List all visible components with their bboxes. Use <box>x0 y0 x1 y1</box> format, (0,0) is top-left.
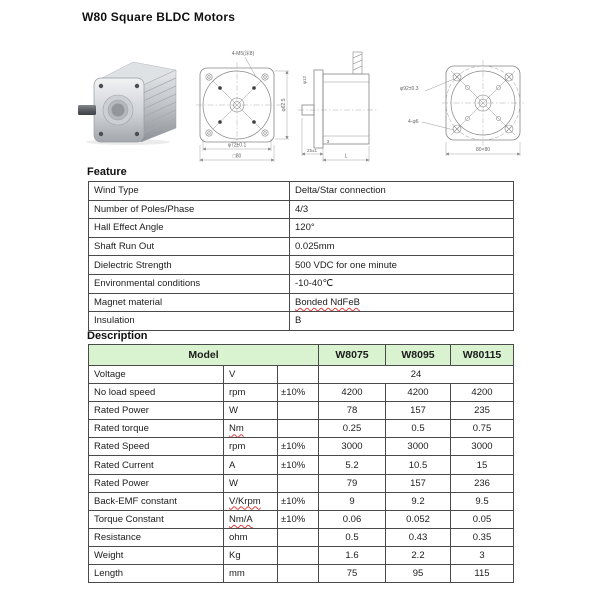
spec-value: 157 <box>386 402 451 420</box>
spec-value: 235 <box>451 402 514 420</box>
feature-heading: Feature <box>87 166 127 178</box>
spec-row <box>89 402 514 420</box>
side-dim-flange: 25±1 <box>307 148 317 153</box>
front-dim-square: □80 <box>232 153 242 160</box>
side-wires <box>353 52 362 74</box>
spec-value: 15 <box>451 456 514 474</box>
spec-tolerance <box>278 528 319 546</box>
feature-table-body <box>89 182 514 331</box>
feature-row <box>89 274 514 293</box>
spec-row <box>89 565 514 583</box>
spec-tolerance <box>278 565 319 583</box>
spec-name: Rated Power <box>89 402 224 420</box>
spec-name: Voltage <box>89 366 224 384</box>
feature-value: Delta/Star connection <box>290 182 514 201</box>
feature-row <box>89 237 514 256</box>
spec-value: 157 <box>386 474 451 492</box>
side-body <box>323 74 369 144</box>
spec-tolerance: ±10% <box>278 510 319 528</box>
feature-name: Number of Poles/Phase <box>89 200 290 219</box>
spec-value: 2.2 <box>386 546 451 564</box>
side-dim-length: L <box>344 153 348 160</box>
spec-unit: V/Krpm <box>224 492 278 510</box>
spec-value: 0.05 <box>451 510 514 528</box>
description-heading: Description <box>87 330 148 342</box>
spec-unit: Kg <box>224 546 278 564</box>
feature-name: Wind Type <box>89 182 290 201</box>
spec-value: 115 <box>451 565 514 583</box>
spec-unit: W <box>224 402 278 420</box>
model-column-w8095: W8095 <box>386 345 451 366</box>
feature-row <box>89 200 514 219</box>
rear-dim-bolt-circle: φ92±0.3 <box>400 86 419 92</box>
feature-row <box>89 219 514 238</box>
spec-name: Rated Power <box>89 474 224 492</box>
spec-tolerance <box>278 402 319 420</box>
spec-value: 78 <box>319 402 386 420</box>
feature-row <box>89 293 514 312</box>
feature-name: Dielectric Strength <box>89 256 290 275</box>
spec-value: 0.06 <box>319 510 386 528</box>
side-dim-step: 3 <box>326 139 330 144</box>
spec-tolerance <box>278 546 319 564</box>
spec-value: 0.43 <box>386 528 451 546</box>
spec-unit: V <box>224 366 278 384</box>
spec-value: 0.052 <box>386 510 451 528</box>
feature-row <box>89 182 514 201</box>
rear-view-drawing <box>400 46 528 164</box>
model-header-cell: Model <box>89 345 319 366</box>
spec-value: 0.75 <box>451 420 514 438</box>
spec-unit: rpm <box>224 438 278 456</box>
spec-value: 4200 <box>451 384 514 402</box>
description-header-row <box>89 345 514 366</box>
side-dim-shaft: φ12 <box>302 76 307 84</box>
spec-unit: Nm/A <box>224 510 278 528</box>
spec-value: 0.5 <box>386 420 451 438</box>
feature-name: Insulation <box>89 312 290 331</box>
spec-row <box>89 528 514 546</box>
feature-value: -10-40℃ <box>290 274 514 293</box>
feature-name: Environmental conditions <box>89 274 290 293</box>
page-title: W80 Square BLDC Motors <box>82 10 236 24</box>
description-table <box>88 344 514 583</box>
feature-table <box>88 181 514 331</box>
spec-value: 5.2 <box>319 456 386 474</box>
spec-value: 3000 <box>451 438 514 456</box>
motor-shaft <box>78 105 96 115</box>
spec-tolerance: ±10% <box>278 456 319 474</box>
spec-unit: ohm <box>224 528 278 546</box>
spec-value: 4200 <box>319 384 386 402</box>
spec-value: 0.35 <box>451 528 514 546</box>
spec-unit: Nm <box>224 420 278 438</box>
spec-value: 9.5 <box>451 492 514 510</box>
spec-name: Torque Constant <box>89 510 224 528</box>
side-dim-flange-lines <box>302 118 323 162</box>
feature-name: Magnet material <box>89 293 290 312</box>
spec-value: 75 <box>319 565 386 583</box>
side-flange <box>314 70 323 148</box>
feature-value: Bonded NdFeB <box>290 293 514 312</box>
spec-unit: rpm <box>224 384 278 402</box>
rear-dim-square: 80×80 <box>475 147 491 153</box>
motor-photo <box>78 50 178 145</box>
spec-row <box>89 510 514 528</box>
spec-value: 0.5 <box>319 528 386 546</box>
spec-row <box>89 384 514 402</box>
spec-value: 9 <box>319 492 386 510</box>
spec-value: 95 <box>386 565 451 583</box>
spec-row <box>89 438 514 456</box>
side-body-lines <box>323 82 369 136</box>
feature-row <box>89 312 514 331</box>
feature-value: 500 VDC for one minute <box>290 256 514 275</box>
spec-value: 10.5 <box>386 456 451 474</box>
spec-value: 3000 <box>386 438 451 456</box>
spec-value: 3000 <box>319 438 386 456</box>
spec-name: No load speed <box>89 384 224 402</box>
spec-tolerance <box>278 366 319 384</box>
feature-value: 120° <box>290 219 514 238</box>
spec-value: 9.2 <box>386 492 451 510</box>
spec-value: 24 <box>319 366 514 384</box>
motor-boss <box>103 95 133 125</box>
spec-name: Length <box>89 565 224 583</box>
spec-value: 236 <box>451 474 514 492</box>
model-column-w80115: W80115 <box>451 345 514 366</box>
spec-unit: A <box>224 456 278 474</box>
feature-name: Shaft Run Out <box>89 237 290 256</box>
front-view-drawing <box>193 46 290 164</box>
spec-name: Rated Speed <box>89 438 224 456</box>
front-holes-label: 4-M5(深8) <box>231 51 255 57</box>
side-view-drawing <box>298 46 383 164</box>
spec-unit: W <box>224 474 278 492</box>
leader-line <box>425 79 454 91</box>
spec-row <box>89 366 514 384</box>
spec-unit: mm <box>224 565 278 583</box>
spec-row <box>89 474 514 492</box>
spec-name: Resistance <box>89 528 224 546</box>
spec-tolerance <box>278 474 319 492</box>
spec-value: 0.25 <box>319 420 386 438</box>
feature-row <box>89 256 514 275</box>
feature-value: 0.025mm <box>290 237 514 256</box>
feature-name: Hall Effect Angle <box>89 219 290 238</box>
spec-row <box>89 420 514 438</box>
spec-name: Back-EMF constant <box>89 492 224 510</box>
spec-value: 1.6 <box>319 546 386 564</box>
front-dim-circle: φ72±0.1 <box>227 142 247 149</box>
feature-value: B <box>290 312 514 331</box>
spec-name: Rated torque <box>89 420 224 438</box>
spec-name: Weight <box>89 546 224 564</box>
description-table-body <box>89 366 514 583</box>
spec-tolerance: ±10% <box>278 438 319 456</box>
spec-tolerance <box>278 420 319 438</box>
leader-line <box>422 122 454 130</box>
spec-tolerance: ±10% <box>278 384 319 402</box>
spec-value: 79 <box>319 474 386 492</box>
spec-name: Rated Current <box>89 456 224 474</box>
rear-dim-holes: 4-φ6 <box>408 119 419 125</box>
figures-row <box>0 42 600 170</box>
spec-row <box>89 546 514 564</box>
model-column-w8075: W8075 <box>319 345 386 366</box>
spec-value: 4200 <box>386 384 451 402</box>
spec-row <box>89 456 514 474</box>
feature-value: 4/3 <box>290 200 514 219</box>
spec-value: 3 <box>451 546 514 564</box>
spec-row <box>89 492 514 510</box>
front-dim-pilot: φ62.5 <box>281 98 287 112</box>
spec-tolerance: ±10% <box>278 492 319 510</box>
